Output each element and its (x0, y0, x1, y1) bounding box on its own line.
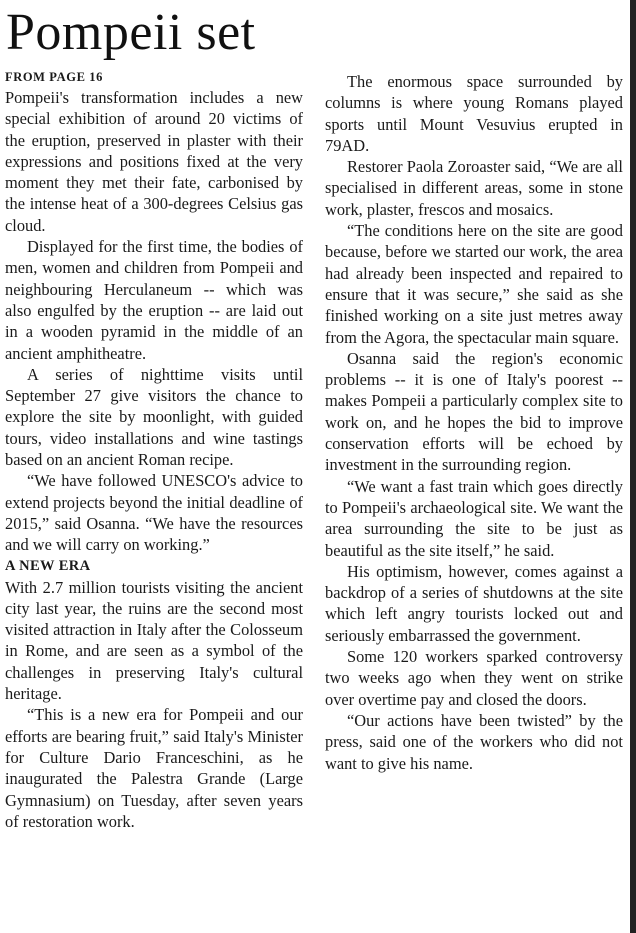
paragraph: The enormous space surrounded by columns is where young Romans played sports until Mount Vesuvius erupted in 79AD. (325, 72, 623, 155)
paragraph: Restorer Paola Zoroaster said, “We are all specialised in different areas, some in stone work, plaster, frescos and mosaics. (325, 157, 623, 219)
paragraph: Pompeii's transformation includes a new special exhibition of around 20 victims of the eruption, preserved in plaster with their expressions and positions fixed at the very moment they met their fate, carbonised by the intense heat of a 300-degrees Celsius gas cloud. (5, 88, 303, 235)
left-column (5, 68, 303, 832)
subhead: A NEW ERA (5, 557, 91, 574)
paragraph: With 2.7 million tourists visiting the ancient city last year, the ruins are the second most visited attraction in Italy after the Colosseum in Rome, and are seen as a symbol of the challenges in preserving Italy's cultural heritage. (5, 577, 303, 704)
paragraph: “We want a fast train which goes directly to Pompeii's archaeological site. We want the area surrounding the site to be just as beautiful as the site itself,” he said. (325, 476, 623, 560)
right-edge-rule (630, 0, 636, 933)
paragraph: “We have followed UNESCO's advice to extend projects beyond the initial deadline of 2015,” said Osanna. “We have the resources and we will carry on working.” (5, 471, 303, 555)
paragraph: “This is a new era for Pompeii and our efforts are bearing fruit,” said Italy's Minister for Culture Dario Franceschini, as he inaugurated the Palestra Grande (Large Gymnasium) on Tuesday, after seven years of restoration work. (5, 705, 303, 831)
paragraph: His optimism, however, comes against a backdrop of a series of shutdowns at the site which left angry tourists locked out and seriously embarrassed the government. (325, 561, 623, 645)
paragraph: Osanna said the region's economic problems -- it is one of Italy's poorest -- makes Pompeii a particularly complex site to work on, and he hopes the bid to improve conservation efforts will be echoed by investment in the surrounding region. (325, 348, 623, 475)
paragraph: “Our actions have been twisted” by the press, said one of the workers who did not want to give his name. (325, 710, 623, 773)
headline: Pompeii set (6, 4, 256, 61)
paragraph: “The conditions here on the site are good because, before we started our work, the area had already been inspected and repaired to ensure that it was secure,” she said as she finished working on a site just metres away from the Agora, the spectacular main square. (325, 221, 623, 347)
paragraph: Displayed for the first time, the bodies of men, women and children from Pompeii and neighbouring Herculaneum -- which was also engulfed by the eruption -- are laid out in a wooden pyramid in the middle of an ancient amphitheatre. (5, 237, 303, 363)
paragraph: A series of nighttime visits until September 27 give visitors the chance to explore the site by moonlight, with guided tours, video installations and wine tastings based on an ancient Roman recipe. (5, 364, 303, 470)
right-column (325, 71, 623, 774)
paragraph: Some 120 workers sparked controversy two weeks ago when they went on strike over overtime pay and closed the doors. (325, 647, 623, 709)
kicker: FROM PAGE 16 (5, 70, 103, 84)
